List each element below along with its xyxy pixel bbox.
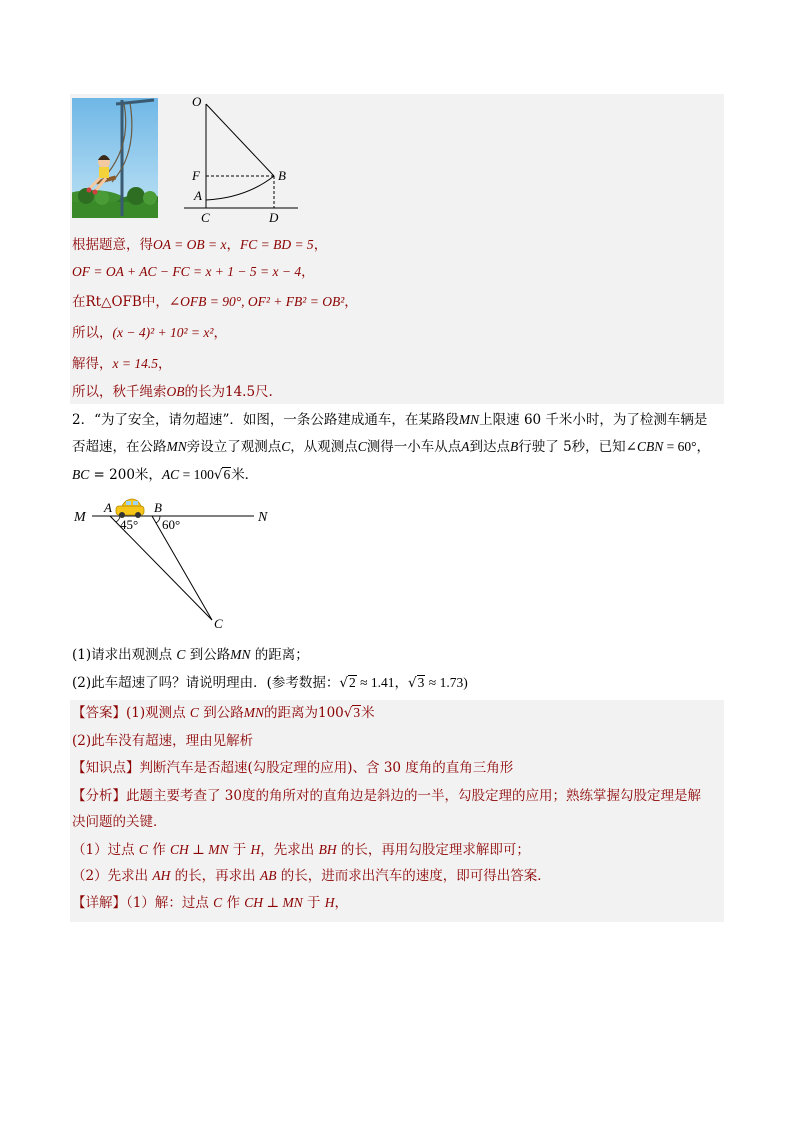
- text-segment: 所以，: [72, 325, 113, 341]
- label-c2: C: [214, 616, 223, 631]
- text-segment: ≈ 1.73): [425, 675, 468, 690]
- text-segment: 上限速 60 千米小时，为了检测车辆是: [479, 412, 708, 428]
- variable: MN: [243, 705, 264, 720]
- analysis-step-2: [72, 866, 551, 886]
- tag-label: 【详解】: [72, 895, 126, 911]
- label-m: M: [74, 510, 86, 525]
- solution-line-3: [72, 292, 358, 312]
- question-2: [72, 673, 468, 693]
- text-segment: ≈ 1.41，: [356, 675, 409, 690]
- text-segment: 作: [147, 842, 170, 858]
- text-segment: （2）先求出: [72, 868, 153, 884]
- variable: MN: [458, 412, 480, 427]
- comma: ，: [301, 264, 315, 280]
- text-segment: 米．: [231, 467, 259, 483]
- label-d: D: [269, 210, 279, 225]
- tag-label: 【知识点】: [72, 760, 140, 776]
- text-segment: 的长为14.5尺.: [184, 384, 273, 400]
- sqrt-symbol: √: [339, 675, 348, 691]
- solution-line-4: [72, 323, 227, 343]
- text-segment: 作: [222, 895, 245, 911]
- text-segment: 到公路: [198, 705, 244, 721]
- variable: BC: [72, 467, 90, 482]
- equation: CH ⊥ MN: [244, 895, 303, 910]
- road-diagram: [72, 496, 282, 632]
- label-b2: B: [154, 500, 162, 515]
- text-segment: 在Rt△OFB中，: [72, 294, 169, 310]
- text-segment: 米: [361, 705, 375, 721]
- variable: MN: [166, 439, 187, 454]
- text-segment: （1）过点: [72, 842, 139, 858]
- swing-illustration: [72, 98, 158, 218]
- comma: ，: [157, 356, 172, 372]
- text-segment: （1）解：过点: [126, 895, 214, 911]
- answer-line-2: [72, 731, 253, 751]
- text-segment: 2．“为了安全，请勿超速”．如图，一条公路建成通车，在某路段: [72, 412, 459, 428]
- text-segment: 解得，: [72, 356, 113, 372]
- solution-line-1: [72, 235, 327, 255]
- text-segment: ，从观测点: [290, 439, 358, 455]
- variable: MN: [230, 647, 251, 662]
- comma: ，: [313, 237, 328, 253]
- analysis-step-1: [72, 840, 530, 860]
- swing-geometry-diagram: [180, 94, 310, 226]
- solution-line-5: [72, 354, 171, 374]
- radicand: 3: [417, 675, 425, 690]
- variable: H: [324, 895, 335, 910]
- knowledge-point-line: [72, 758, 513, 778]
- text-segment: = 200米，: [89, 467, 162, 483]
- text-segment: 所以，秋千绳索: [72, 384, 167, 400]
- variable: C: [138, 842, 148, 857]
- text-segment: = 100: [179, 467, 214, 482]
- problem2-line-3: [72, 465, 258, 485]
- question-1: [72, 645, 309, 665]
- problem2-line-1: [72, 410, 707, 430]
- text-segment: 的长，再求出: [170, 868, 260, 884]
- variable: C: [176, 647, 186, 662]
- text-segment: 的长，进而求出汽车的速度，即可得出答案．: [276, 868, 551, 884]
- variable: C: [281, 439, 291, 454]
- angle-60-label: 60°: [162, 517, 181, 532]
- text-segment: 根据题意，得: [72, 237, 153, 253]
- variable: BH: [318, 842, 337, 857]
- text-segment: ，先求出: [260, 842, 319, 858]
- text-segment: 于: [228, 842, 251, 858]
- text-segment: (2)此车超速了吗？请说明理由．(参考数据：: [72, 675, 340, 691]
- text-segment: 决问题的关键．: [72, 814, 167, 830]
- tag-label: 【分析】: [72, 788, 126, 804]
- text-segment: 到公路: [185, 647, 231, 663]
- variable: H: [250, 842, 261, 857]
- detail-line: [72, 893, 348, 913]
- variable: C: [357, 439, 367, 454]
- text-segment: 【答案】(1)观测点: [72, 705, 190, 721]
- text-segment: 于: [302, 895, 325, 911]
- radicand: 6: [223, 467, 231, 482]
- label-a2: A: [104, 500, 112, 515]
- equation: OA = OB = x: [153, 237, 227, 252]
- text-segment: 否超速，在公路: [72, 439, 167, 455]
- variable: OB: [166, 384, 185, 399]
- label-a: A: [194, 188, 202, 203]
- equation: FC = BD = 5: [239, 237, 314, 252]
- text-segment: 到达点: [469, 439, 511, 455]
- comma: ，: [213, 325, 227, 341]
- equation: x = 14.5: [112, 356, 158, 371]
- text-segment: 的长，再用勾股定理求解即可；: [336, 842, 530, 858]
- text-segment: (1)请求出观测点: [72, 647, 177, 663]
- text-segment: 此题主要考查了 30度的角所对的直角边是斜边的一半，勾股定理的应用；熟练掌握勾股定理是解: [126, 788, 701, 804]
- variable: C: [189, 705, 199, 720]
- sqrt-symbol: √: [408, 675, 417, 691]
- label-o: O: [192, 94, 202, 109]
- variable: AB: [259, 868, 277, 883]
- analysis-line-1: [72, 786, 701, 806]
- variable: C: [213, 895, 223, 910]
- text-segment: 旁设立了观测点: [186, 439, 282, 455]
- angle-45-label: 45°: [120, 517, 139, 532]
- label-n: N: [258, 510, 268, 525]
- text-segment: 的距离为100: [263, 705, 344, 721]
- variable: CBN: [636, 439, 664, 454]
- comma: ，: [344, 294, 358, 310]
- analysis-line-2: [72, 812, 167, 832]
- variable: A: [461, 439, 470, 454]
- variable: AH: [152, 868, 171, 883]
- text-segment: ，: [334, 895, 349, 911]
- comma: ，: [226, 237, 240, 253]
- text-segment: 判断汽车是否超速(勾股定理的应用)、含 30 度角的直角三角形: [139, 760, 514, 776]
- variable: B: [510, 439, 519, 454]
- text-segment: = 60°，: [663, 439, 711, 454]
- label-f: F: [192, 168, 200, 183]
- label-b: B: [278, 168, 286, 183]
- text-segment: 测得一小车从点: [366, 439, 462, 455]
- sqrt-symbol: √: [213, 467, 223, 483]
- variable: AC: [161, 467, 180, 482]
- label-c: C: [201, 210, 210, 225]
- text-segment: (2)此车没有超速，理由见解析: [72, 733, 254, 749]
- solution-line-2: [72, 262, 315, 282]
- answer-line-1: [72, 703, 375, 723]
- solution-line-6: [72, 382, 273, 402]
- sqrt-symbol: √: [343, 705, 353, 721]
- problem2-line-2: [72, 437, 710, 457]
- equation: CH ⊥ MN: [170, 842, 229, 857]
- equation: OF = OA + AC − FC = x + 1 − 5 = x − 4: [72, 264, 302, 279]
- car-icon: [116, 499, 144, 518]
- radicand: 2: [349, 675, 356, 690]
- radicand: 3: [353, 705, 361, 720]
- text-segment: 的距离；: [250, 647, 309, 663]
- equation: (x − 4)² + 10² = x²: [112, 325, 214, 340]
- equation: ∠OFB = 90°, OF² + FB² = OB²: [168, 294, 345, 309]
- text-segment: 行驶了 5秒，已知∠: [518, 439, 637, 455]
